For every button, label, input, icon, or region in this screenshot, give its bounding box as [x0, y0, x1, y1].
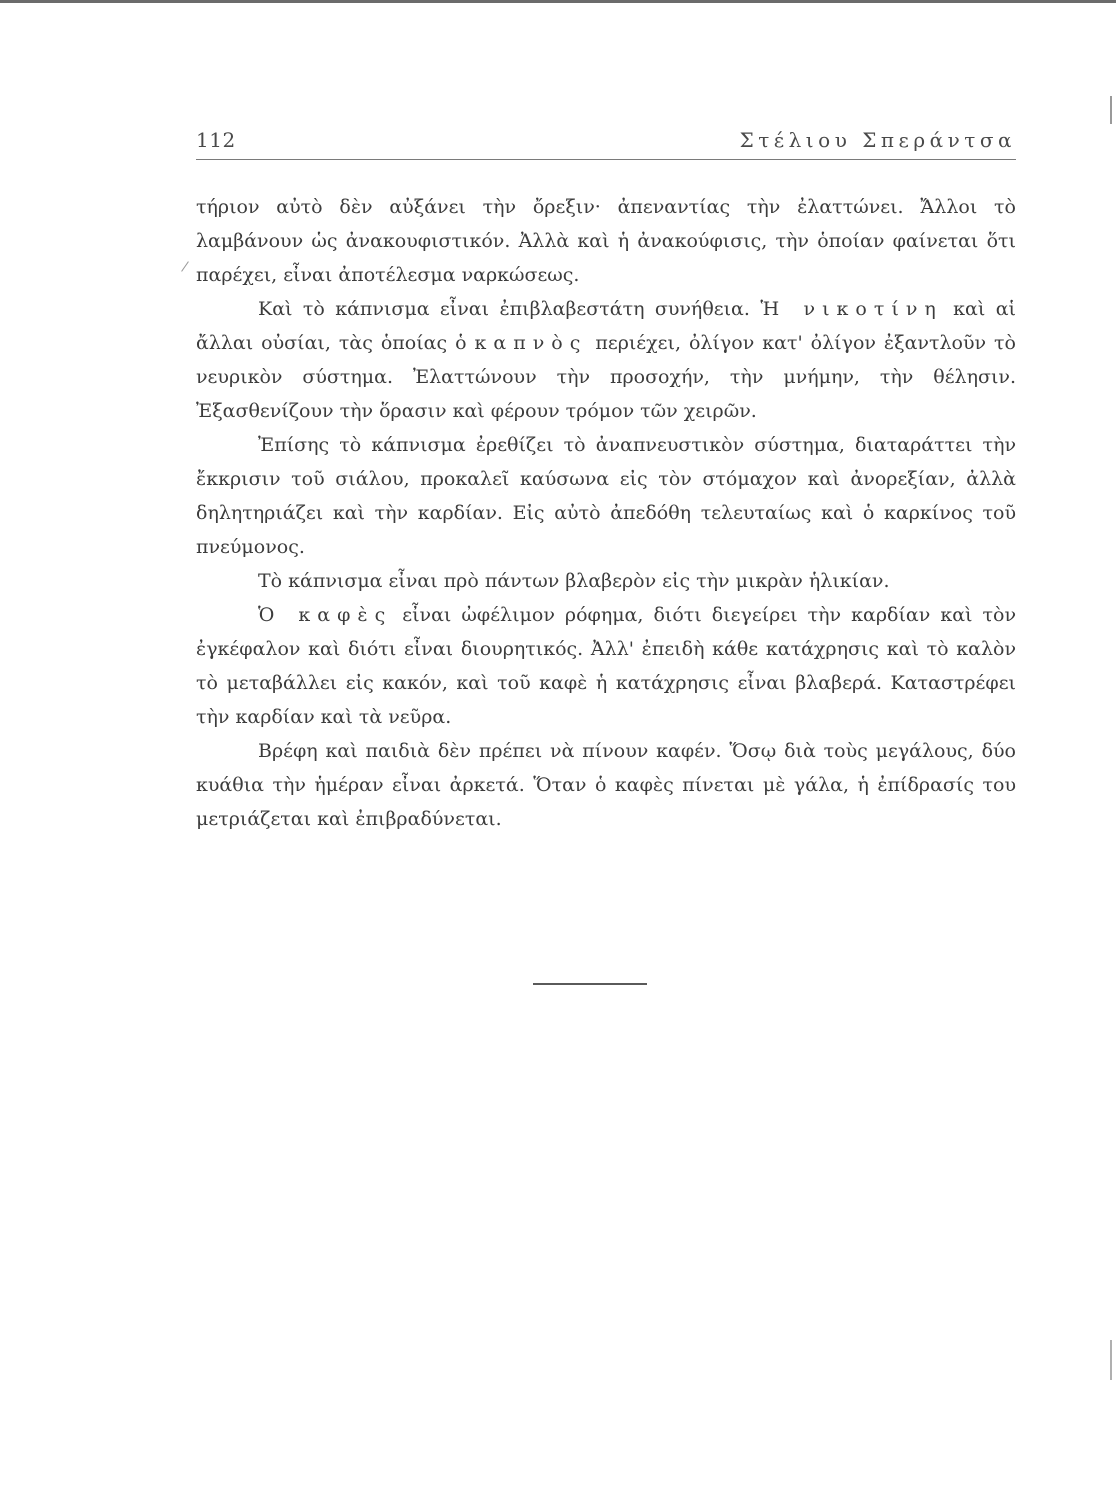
- paragraph-6: Βρέφη καὶ παιδιὰ δὲν πρέπει νὰ πίνουν καφέν. Ὅσῳ διὰ τοὺς μεγάλους, δύο κυάθια τὴν ἡμέραν εἶναι ἀρκετά. Ὅταν ὁ καφὲς πίνεται μὲ γάλα, ἡ ἐπίδρασίς του μετριάζεται καὶ ἐπιβραδύνεται.: [196, 740, 1016, 830]
- emphasis-tobacco: καπνὸς: [474, 332, 588, 354]
- running-header: [196, 128, 1016, 158]
- paragraph-2-tail: περιέχει, ὀλίγον κατ' ὀλίγον ἐξαντλοῦν τὸ νευρικὸν σύστημα. Ἐλαττώνουν τὴν προσοχήν, τὴν μνήμην, τὴν θέλησιν. Ἐξασθενίζουν τὴν ὅρασιν καὶ φέρουν τρόμον τῶν χειρῶν.: [196, 332, 1016, 422]
- paragraph-1: τήριον αὐτὸ δὲν αὐξάνει τὴν ὄρεξιν· ἀπεναντίας τὴν ἐλαττώνει. Ἄλλοι τὸ λαμβάνουν ὡς ἀνακουφιστικόν. Ἀλλὰ καὶ ἡ ἀνακούφισις, τὴν ὁποίαν φαίνεται ὅτι παρέχει, εἶναι ἀποτέλεσμα ναρκώσεως.: [196, 196, 1016, 286]
- body-text: [196, 190, 1016, 836]
- paragraph-4: Τὸ κάπνισμα εἶναι πρὸ πάντων βλαβερὸν εἰς τὴν μικρὰν ἡλικίαν.: [258, 570, 890, 592]
- scan-top-border: [0, 0, 1116, 3]
- section-end-rule: [533, 983, 647, 985]
- paragraph-5-tail: εἶναι ὠφέλιμον ρόφημα, διότι διεγείρει τὴν καρδίαν καὶ τὸν ἐγκέφαλον καὶ διότι εἶναι διουρητικός. Ἀλλ' ἐπειδὴ κάθε κατάχρησις καὶ τὸ καλὸν τὸ μεταβάλλει εἰς κακόν, καὶ τοῦ καφὲ ἡ κατάχρησις εἶναι βλαβερά. Καταστρέφει τὴν καρδίαν καὶ τὰ νεῦρα.: [196, 604, 1017, 728]
- paragraph-2-lead: Καὶ τὸ κάπνισμα εἶναι ἐπιβλαβεστάτη συνήθεια.: [258, 298, 761, 320]
- header-rule: [196, 159, 1016, 160]
- paragraph-5: [196, 598, 1016, 734]
- paragraph-2-middle: καὶ αἱ ἄλλαι οὐσίαι, τὰς ὁποίας ὁ: [196, 298, 1016, 354]
- emphasis-coffee: Ὁ καφὲς: [258, 604, 393, 626]
- scan-edge-mark: [1110, 96, 1112, 124]
- page-number: 112: [196, 128, 236, 152]
- paragraph-3: Ἐπίσης τὸ κάπνισμα ἐρεθίζει τὸ ἀναπνευστικὸν σύστημα, διαταράττει τὴν ἔκκρισιν τοῦ σιάλου, προκαλεῖ καύσωνα εἰς τὸν στόμαχον καὶ ἀνορεξίαν, ἀλλὰ δηλητηριάζει καὶ τὴν καρδίαν. Εἰς αὐτὸ ἀπεδόθη τελευταίως καὶ ὁ καρκίνος τοῦ πνεύμονος.: [196, 434, 1016, 558]
- margin-pencil-mark: [181, 261, 189, 271]
- emphasis-nicotine: Ἡ νικοτίνη: [760, 298, 943, 320]
- running-title: Στέλιου Σπεράντσα: [739, 128, 1016, 152]
- scan-edge-mark-lower: [1110, 1340, 1112, 1380]
- paragraph-2: [196, 292, 1016, 428]
